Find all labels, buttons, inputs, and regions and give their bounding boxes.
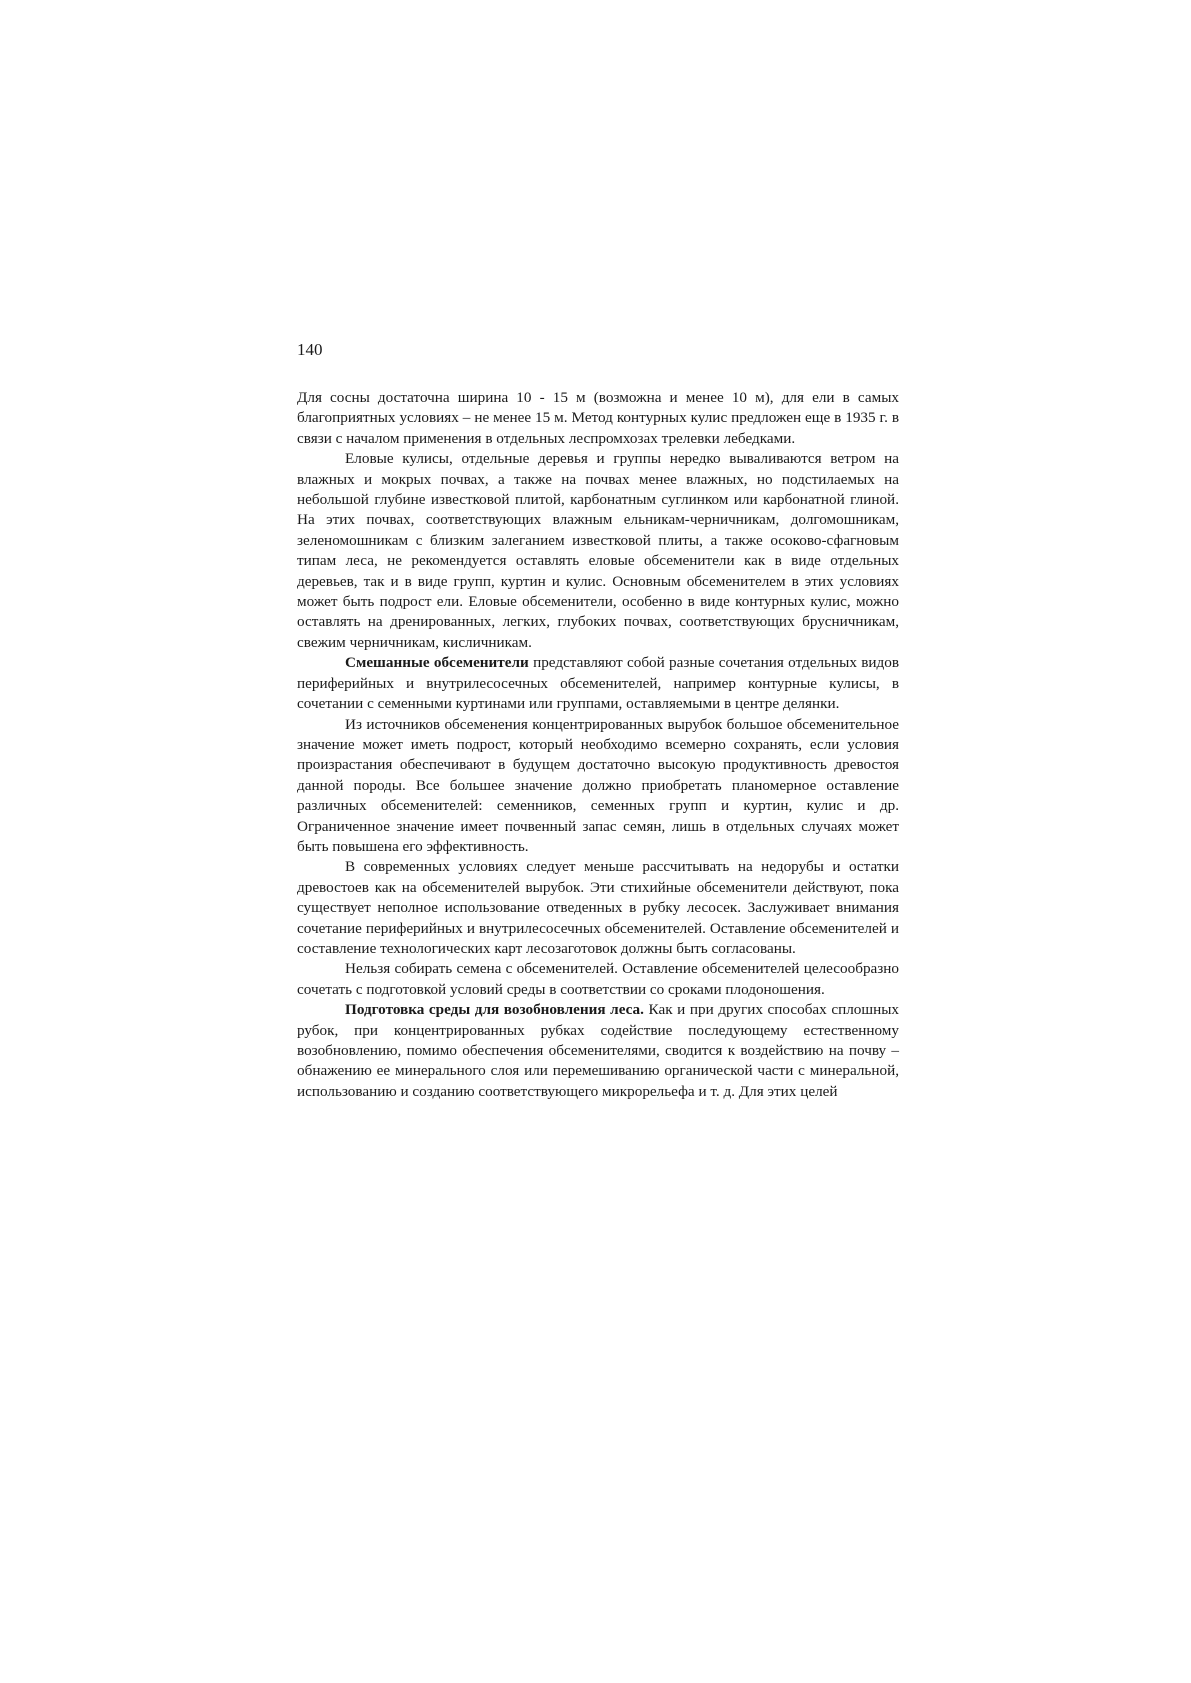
body-text <box>297 388 899 1102</box>
paragraph-text: Для сосны достаточна ширина 10 - 15 м (возможна и менее 10 м), для ели в самых благоприятных условиях – не менее 15 м. Метод контурных кулис предложен еще в 1935 г. в связи с началом применения в отдельных леспромхозах трелевки лебедками. <box>297 389 899 447</box>
paragraph-7 <box>297 1000 899 1102</box>
paragraph-text: Из источников обсеменения концентрированных вырубок большое обсеменительное значение может иметь подрост, который необходимо всемерно сохранять, если условия произрастания обеспечивают в будущем достаточно высокую продуктивность древостоя данной породы. Все большее значение должно приобретать планомерное оставление различных обсеменителей: семенников, семенных групп и куртин, кулис и др. Ограниченное значение имеет почвенный запас семян, лишь в отдельных случаях может быть повышена его эффективность. <box>297 715 899 855</box>
paragraph-text: Нельзя собирать семена с обсеменителей. Оставление обсеменителей целесообразно сочетать с подготовкой условий среды в соответствии со сроками плодоношения. <box>297 960 899 998</box>
paragraph-3 <box>297 653 899 714</box>
paragraph-text: Еловые кулисы, отдельные деревья и группы нередко вываливаются ветром на влажных и мокрых почвах, а также на почвах менее влажных, но подстилаемых на небольшой глубине известковой плитой, карбонатным суглинком или карбонатной глиной. На этих почвах, соответствующих влажным ельникам-черничникам, долгомошникам, зеленомошникам с близким залеганием известковой плиты, а также осоково-сфагновым типам леса, не рекомендуется оставлять еловые обсеменители как в виде отдельных деревьев, так и в виде групп, куртин и кулис. Основным обсеменителем в этих условиях может быть подрост ели. Еловые обсеменители, особенно в виде контурных кулис, можно оставлять на дренированных, легких, глубоких почвах, соответствующих брусничникам, свежим черничникам, кисличникам. <box>297 450 899 651</box>
paragraph-4 <box>297 715 899 858</box>
paragraph-2 <box>297 449 899 653</box>
paragraph-1 <box>297 388 899 449</box>
page-number: 140 <box>297 340 323 359</box>
paragraph-text: представляют собой разные сочетания отдельных видов периферийных и внутрилесосечных обсеменителей, например контурные кулисы, в сочетании с семенными куртинами или группами, оставляемыми в центре делянки. <box>297 654 899 713</box>
paragraph-6 <box>297 959 899 1000</box>
paragraph-lead: Смешанные обсеменители <box>345 654 529 672</box>
paragraph-5 <box>297 857 899 959</box>
paragraph-text: Как и при других способах сплошных рубок, при концентрированных рубках содействие последующему естественному возобновлению, помимо обеспечения обсеменителями, сводится к воздействию на почву – обнажению ее минерального слоя или перемешиванию органической части с минеральной, использованию и созданию соответствующего микрорельефа и т. д. Для этих целей <box>297 1001 899 1100</box>
paragraph-text: В современных условиях следует меньше рассчитывать на недорубы и остатки древостоев как на обсеменителей вырубок. Эти стихийные обсеменители действуют, пока существует неполное использование отведенных в рубку лесосек. Заслуживает внимания сочетание периферийных и внутрилесосечных обсеменителей. Оставление обсеменителей и составление технологических карт лесозаготовок должны быть согласованы. <box>297 858 899 957</box>
paragraph-lead: Подготовка среды для возобновления леса. <box>345 1001 644 1019</box>
